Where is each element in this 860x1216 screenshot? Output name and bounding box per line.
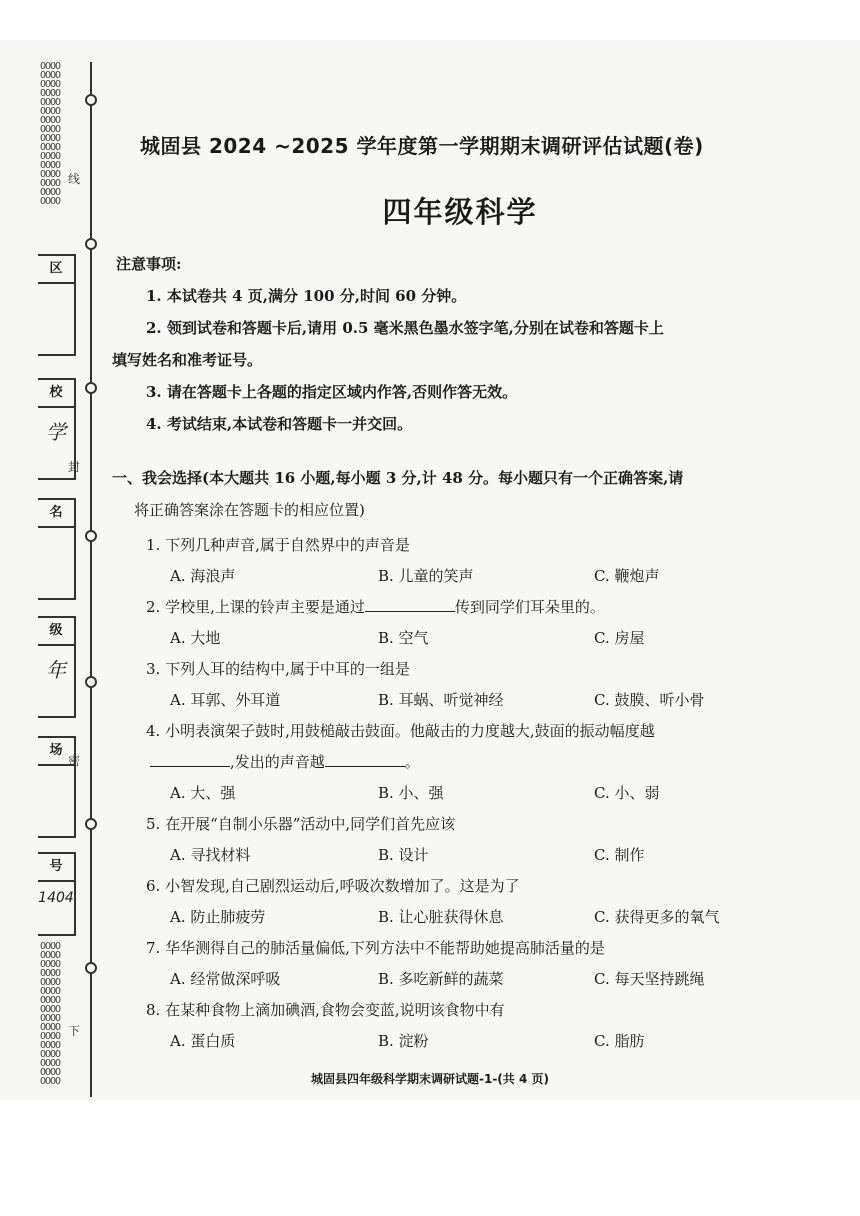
question-stem: 1. 下列几种声音,属于自然界中的声音是 (146, 536, 410, 554)
info-box-name (38, 498, 76, 600)
district-value (38, 284, 74, 292)
question-stem: 4. 小明表演架子鼓时,用鼓槌敲击鼓面。他敲击的力度越大,鼓面的振动幅度越 (146, 722, 655, 740)
cut-circle-icon (85, 530, 97, 542)
option-row (146, 964, 826, 995)
option-row (146, 778, 826, 809)
option-c: C. 制作 (594, 846, 645, 864)
question-stem: 3. 下列人耳的结构中,属于中耳的一组是 (146, 660, 410, 678)
cut-circle-icon (85, 238, 97, 250)
option-row (146, 623, 826, 654)
answer-blank (150, 752, 230, 767)
answer-blank (325, 752, 405, 767)
option-a: A. 大地 (170, 629, 221, 647)
cut-word-xia: 下 (68, 1024, 81, 1038)
answer-blank (365, 597, 455, 612)
exam-room-value (38, 766, 74, 774)
question-8 (146, 995, 826, 1057)
info-box-exam-room (38, 736, 76, 838)
name-value (38, 528, 74, 536)
question-stem: 7. 华华测得自己的肺活量偏低,下列方法中不能帮助她提高肺活量的是 (146, 939, 605, 957)
exam-room-label: 场 (38, 738, 74, 766)
option-c: C. 鞭炮声 (594, 567, 660, 585)
section-one (112, 462, 812, 526)
notice-section (112, 248, 812, 440)
question-5 (146, 809, 826, 871)
question-6 (146, 871, 826, 933)
option-c: C. 脂肪 (594, 1032, 645, 1050)
option-c: C. 小、弱 (594, 784, 660, 802)
cut-word-feng: 封 (68, 460, 81, 474)
section-description: 将正确答案涂在答题卡的相应位置) (134, 501, 365, 519)
option-c: C. 获得更多的氧气 (594, 908, 720, 926)
option-b: B. 淀粉 (378, 1032, 429, 1050)
info-box-class (38, 616, 76, 718)
option-b: B. 小、强 (378, 784, 444, 802)
school-value: 学 (46, 420, 66, 444)
cut-circle-icon (85, 818, 97, 830)
cut-circle-icon (85, 676, 97, 688)
question-stem-mid: ,发出的声音越 (230, 753, 325, 771)
decorative-dots-bottom: OOOO OOOO OOOO OOOO OOOO OOOO OOOO OOOO OOOO OOOO OOOO OOOO OOOO OOOO OOOO OOOO (40, 941, 61, 1087)
question-stem (146, 592, 826, 623)
option-c: C. 每天坚持跳绳 (594, 970, 705, 988)
notice-item-2: 2. 领到试卷和答题卡后,请用 0.5 毫米黑色墨水签字笔,分别在试卷和答题卡上 (146, 319, 664, 337)
question-list (146, 530, 826, 1057)
option-row (146, 902, 826, 933)
cut-word-mi: 密 (68, 754, 81, 768)
seat-number-label: 号 (38, 854, 74, 882)
question-stem-end: 。 (404, 753, 420, 771)
option-row (146, 685, 826, 716)
notice-item-3: 3. 请在答题卡上各题的指定区域内作答,否则作答无效。 (146, 383, 518, 401)
question-stem: 6. 小智发现,自己剧烈运动后,呼吸次数增加了。这是为了 (146, 877, 520, 895)
option-b: B. 空气 (378, 629, 429, 647)
notice-heading: 注意事项: (116, 255, 182, 273)
question-stem-pre: 2. 学校里,上课的铃声主要是通过 (146, 598, 365, 616)
question-stem-post: 传到同学们耳朵里的。 (454, 598, 605, 616)
option-row (146, 561, 826, 592)
class-value: 年 (46, 658, 66, 682)
info-box-school (38, 378, 76, 480)
question-1 (146, 530, 826, 592)
question-2 (146, 592, 826, 654)
option-row (146, 840, 826, 871)
option-a: A. 防止肺疲劳 (170, 908, 266, 926)
school-label: 校 (38, 380, 74, 408)
option-b: B. 儿童的笑声 (378, 567, 474, 585)
option-b: B. 多吃新鲜的蔬菜 (378, 970, 504, 988)
option-a: A. 耳郭、外耳道 (170, 691, 281, 709)
cut-circle-icon (85, 94, 97, 106)
option-b: B. 设计 (378, 846, 429, 864)
option-a: A. 海浪声 (170, 567, 236, 585)
question-stem-continued (146, 747, 826, 778)
option-b: B. 耳蜗、听觉神经 (378, 691, 504, 709)
option-a: A. 大、强 (170, 784, 236, 802)
notice-item-1: 1. 本试卷共 4 页,满分 100 分,时间 60 分钟。 (146, 287, 467, 305)
question-7 (146, 933, 826, 995)
name-label: 名 (38, 500, 74, 528)
option-b: B. 让心脏获得休息 (378, 908, 504, 926)
question-3 (146, 654, 826, 716)
cut-word-xian: 线 (68, 172, 81, 186)
option-c: C. 鼓膜、听小骨 (594, 691, 705, 709)
option-a: A. 蛋白质 (170, 1032, 236, 1050)
page-footer: 城固县四年级科学期末调研试题-1-(共 4 页) (311, 1072, 549, 1086)
class-label: 级 (38, 618, 74, 646)
option-c: C. 房屋 (594, 629, 645, 647)
option-a: A. 经常做深呼吸 (170, 970, 281, 988)
notice-item-2-continued: 填写姓名和准考证号。 (112, 351, 263, 369)
option-row (146, 1026, 826, 1057)
question-4 (146, 716, 826, 809)
question-stem: 5. 在开展“自制小乐器”活动中,同学们首先应该 (146, 815, 456, 833)
district-label: 区 (38, 256, 74, 284)
subject-title: 四年级科学 (382, 195, 538, 229)
info-box-district (38, 254, 76, 356)
notice-item-4: 4. 考试结束,本试卷和答题卡一并交回。 (146, 415, 413, 433)
section-heading: 一、我会选择(本大题共 16 小题,每小题 3 分,计 48 分。每小题只有一个正确答案,请 (112, 469, 684, 487)
seat-number-value: 1404 (38, 890, 74, 906)
question-stem: 8. 在某种食物上滴加碘酒,食物会变蓝,说明该食物中有 (146, 1001, 505, 1019)
info-box-seat-number (38, 852, 76, 936)
option-a: A. 寻找材料 (170, 846, 251, 864)
exam-title: 城固县 2024 ~2025 学年度第一学期期末调研评估试题(卷) (140, 134, 704, 158)
decorative-dots-top: OOOO OOOO OOOO OOOO OOOO OOOO OOOO OOOO OOOO OOOO OOOO OOOO OOOO OOOO OOOO OOOO (40, 61, 61, 207)
cut-circle-icon (85, 962, 97, 974)
cut-circle-icon (85, 382, 97, 394)
